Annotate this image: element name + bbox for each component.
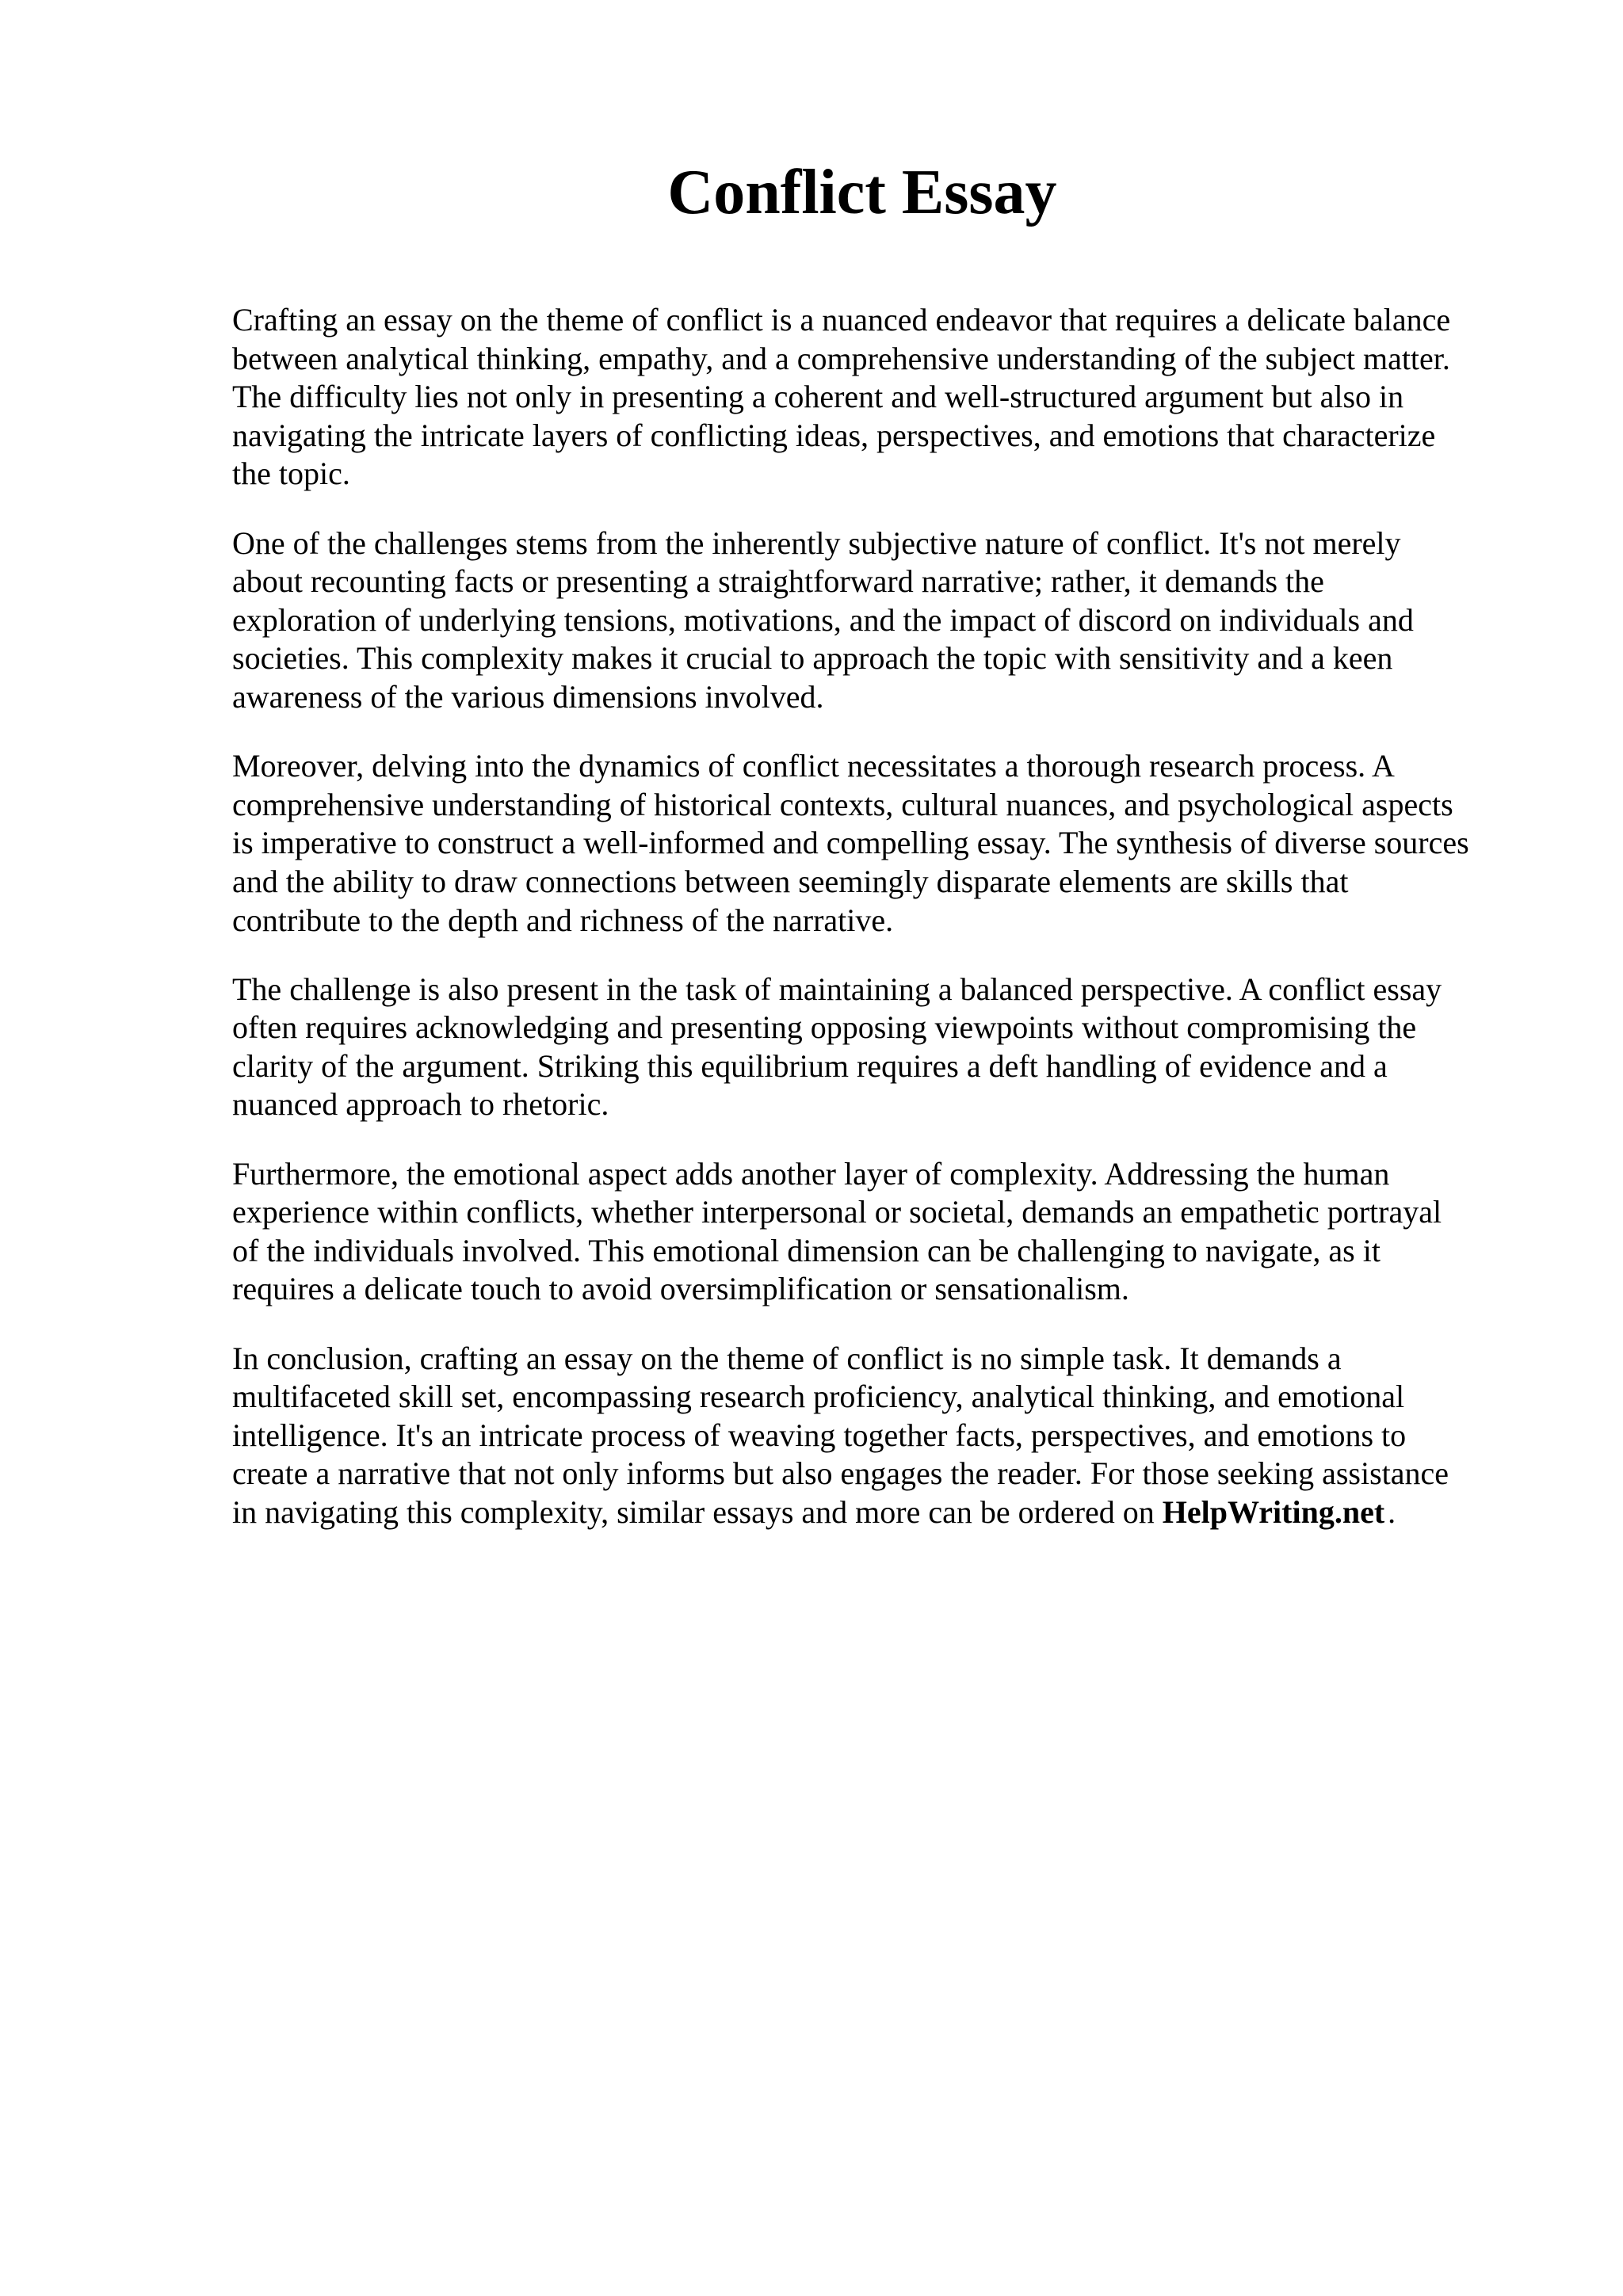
paragraph-3 bbox=[232, 747, 1623, 940]
paragraph-6 bbox=[232, 1340, 1623, 1532]
text-line: intelligence. It's an intricate process of weaving together facts, perspectives, and emotions to bbox=[232, 1417, 1407, 1453]
page-title: Conflict Essay bbox=[667, 158, 1057, 227]
text-line: awareness of the various dimensions involved. bbox=[232, 678, 824, 715]
text-line-with-link bbox=[232, 1493, 1623, 1532]
text-line: often requires acknowledging and presenting opposing viewpoints without compromising the bbox=[232, 1009, 1417, 1046]
paragraph-2 bbox=[232, 524, 1623, 717]
text-line: Moreover, delving into the dynamics of conflict necessitates a thorough research process. A bbox=[232, 748, 1395, 784]
helpwriting-link[interactable]: HelpWriting.net bbox=[1162, 1494, 1385, 1530]
text-line: societies. This complexity makes it crucial to approach the topic with sensitivity and a keen bbox=[232, 640, 1393, 677]
text-line: requires a delicate touch to avoid oversimplification or sensationalism. bbox=[232, 1271, 1129, 1307]
text-line: multifaceted skill set, encompassing research proficiency, analytical thinking, and emotional bbox=[232, 1379, 1405, 1415]
paragraph-4 bbox=[232, 971, 1623, 1124]
text-line: One of the challenges stems from the inherently subjective nature of conflict. It's not merely bbox=[232, 524, 1401, 561]
text-line: comprehensive understanding of historical contexts, cultural nuances, and psychological aspects bbox=[232, 786, 1453, 822]
text-line: about recounting facts or presenting a straightforward narrative; rather, it demands the bbox=[232, 563, 1324, 600]
text-line: The challenge is also present in the task of maintaining a balanced perspective. A conflict essay bbox=[232, 971, 1442, 1007]
text-line: contribute to the depth and richness of the narrative. bbox=[232, 902, 894, 938]
text-line: Crafting an essay on the theme of conflict is a nuanced endeavor that requires a delicate balance bbox=[232, 302, 1451, 338]
text-line: exploration of underlying tensions, motivations, and the impact of discord on individuals and bbox=[232, 601, 1414, 638]
text-line: The difficulty lies not only in presenting a coherent and well-structured argument but also in bbox=[232, 379, 1404, 415]
text-line: the topic. bbox=[232, 456, 350, 492]
text-line: nuanced approach to rhetoric. bbox=[232, 1086, 609, 1123]
paragraph-5 bbox=[232, 1155, 1623, 1309]
text-line: navigating the intricate layers of conflicting ideas, perspectives, and emotions that characterize bbox=[232, 417, 1436, 453]
paragraph-1 bbox=[232, 301, 1623, 494]
text-line: Furthermore, the emotional aspect adds another layer of complexity. Addressing the human bbox=[232, 1155, 1390, 1192]
essay-body bbox=[232, 301, 1623, 1562]
trailing-period: . bbox=[1388, 1494, 1396, 1530]
text-fragment: in navigating this complexity, similar essays and more can be ordered on bbox=[232, 1494, 1155, 1530]
text-line: between analytical thinking, empathy, and a comprehensive understanding of the subject matter. bbox=[232, 340, 1450, 376]
text-line: In conclusion, crafting an essay on the theme of conflict is no simple task. It demands a bbox=[232, 1340, 1342, 1376]
text-line: create a narrative that not only informs but also engages the reader. For those seeking assistance bbox=[232, 1455, 1449, 1492]
text-line: and the ability to draw connections between seemingly disparate elements are skills that bbox=[232, 863, 1349, 899]
text-line: experience within conflicts, whether interpersonal or societal, demands an empathetic portrayal bbox=[232, 1194, 1442, 1230]
text-line: clarity of the argument. Striking this equilibrium requires a deft handling of evidence and a bbox=[232, 1047, 1388, 1084]
text-line: is imperative to construct a well-informed and compelling essay. The synthesis of diverse sources bbox=[232, 825, 1469, 861]
text-line: of the individuals involved. This emotional dimension can be challenging to navigate, as it bbox=[232, 1232, 1381, 1268]
